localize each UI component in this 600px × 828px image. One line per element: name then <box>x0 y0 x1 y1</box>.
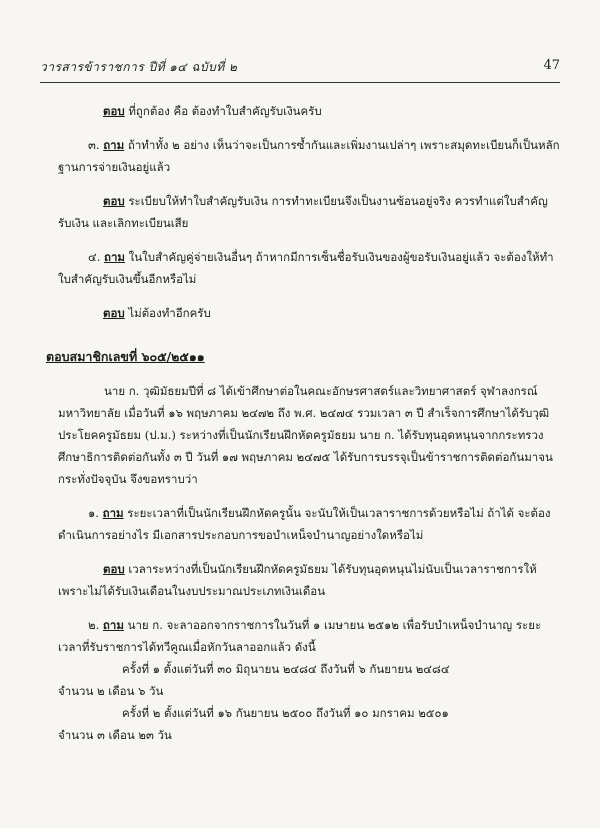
answer-1 <box>58 558 560 602</box>
answer-keyword: ตอบ <box>103 306 125 320</box>
page-body <box>46 100 560 746</box>
period-1-line: ครั้งที่ ๑ ตั้งแต่วันที่ ๓๐ มิถุนายน ๒๔๘๔ ถึงวันที่ ๖ กันยายน ๒๔๘๔ <box>122 662 450 676</box>
answer-3 <box>58 190 560 234</box>
page-number: 47 <box>543 58 560 73</box>
answer-keyword: ตอบ <box>103 194 125 208</box>
question-text: ในใบสำคัญคู่จ่ายเงินอื่นๆ ถ้าหากมีการเซ็นชื่อรับเงินของผู้ขอรับเงินอยู่แล้ว จะต้องให้ทำใบสำคัญรับเงินขึ้นอีกหรือไม่ <box>58 250 554 286</box>
period-2-duration: จำนวน ๓ เดือน ๒๓ วัน <box>58 728 172 742</box>
question-2 <box>58 614 560 658</box>
question-keyword: ถาม <box>102 506 124 520</box>
question-4 <box>58 246 560 290</box>
answer-text: ที่ถูกต้อง คือ ต้องทำใบสำคัญรับเงินครับ <box>124 104 322 118</box>
period-2-line: ครั้งที่ ๒ ตั้งแต่วันที่ ๑๖ กันยายน ๒๕๐๐ ถึงวันที่ ๑๐ มกราคม ๒๕๐๑ <box>122 706 449 720</box>
question-number: ๒. <box>88 618 100 632</box>
answer-keyword: ตอบ <box>103 562 125 576</box>
question-text: นาย ก. จะลาออกจากราชการในวันที่ ๑ เมษายน ๒๕๑๒ เพื่อรับบำเหน็จบำนาญ ระยะเวลาที่รับราชการได้ทวีคูณเมื่อหักวันลาออกแล้ว ดังนี้ <box>58 618 542 654</box>
page-header <box>40 58 560 78</box>
question-number: ๑. <box>88 506 99 520</box>
header-rule <box>40 82 560 83</box>
answer-text: ระเบียบให้ทำใบสำคัญรับเงิน การทำทะเบียนจึงเป็นงานซ้อนอยู่จริง ควรทำแต่ใบสำคัญรับเงิน และเลิกทะเบียนเสีย <box>58 194 548 230</box>
period-1-duration: จำนวน ๒ เดือน ๖ วัน <box>58 684 164 698</box>
answer-2 <box>58 100 560 122</box>
answer-text: เวลาระหว่างที่เป็นนักเรียนฝึกหัดครูมัธยม ได้รับทุนอุดหนุนไม่นับเป็นเวลาราชการให้ เพราะไม่ได้รับเงินเดือนในงบประมาณประเภทเงินเดือน <box>58 562 537 598</box>
question-keyword: ถาม <box>103 138 125 152</box>
question-text: ระยะเวลาที่เป็นนักเรียนฝึกหัดครูนั้น จะนับให้เป็นเวลาราชการด้วยหรือไม่ ถ้าได้ จะต้องดำเนินการอย่างไร มีเอกสารประกอบการขอบำเหน็จบำนาญอย่างใดหรือไม่ <box>58 506 551 542</box>
question-keyword: ถาม <box>102 618 124 632</box>
answer-4 <box>58 302 560 324</box>
journal-title: วารสารข้าราชการ ปีที่ ๑๔ ฉบับที่ ๒ <box>40 60 238 74</box>
answer-text: ไม่ต้องทำอีกครับ <box>124 306 211 320</box>
question-3 <box>58 134 560 178</box>
question-number: ๓. <box>88 138 100 152</box>
question-number: ๔. <box>88 250 101 264</box>
question-text: ถ้าทำทั้ง ๒ อย่าง เห็นว่าจะเป็นการซ้ำกันและเพิ่มงานเปล่าๆ เพราะสมุดทะเบียนก็เป็นหลักฐานการจ่ายเงินอยู่แล้ว <box>58 138 560 174</box>
question-1 <box>58 502 560 546</box>
question-keyword: ถาม <box>104 250 126 264</box>
answer-keyword: ตอบ <box>103 104 125 118</box>
section-title: ตอบสมาชิกเลขที่ ๖๐๕/๒๕๑๑ <box>46 349 205 364</box>
intro-paragraph: นาย ก. วุฒิมัธยมปีที่ ๘ ได้เข้าศึกษาต่อในคณะอักษรศาสตร์และวิทยาศาสตร์ จุฬาลงกรณ์มหาวิทยาลัย เมื่อวันที่ ๑๖ พฤษภาคม ๒๔๗๒ ถึง พ.ศ. ๒๔๗๔ รวมเวลา ๓ ปี สำเร็จการศึกษาได้รับวุฒิประโยคครูมัธยม (ป.ม.) ระหว่างที่เป็นนักเรียนฝึกหัดครูมัธยม นาย ก. ได้รับทุนอุดหนุนจากกระทรวงศึกษาธิการติดต่อกันทั้ง ๓ ปี วันที่ ๑๗ พฤษภาคม ๒๔๗๕ ได้รับการบรรจุเป็นข้าราชการติดต่อกันมาจนกระทั่งปัจจุบัน จึงขอทราบว่า <box>58 384 553 486</box>
